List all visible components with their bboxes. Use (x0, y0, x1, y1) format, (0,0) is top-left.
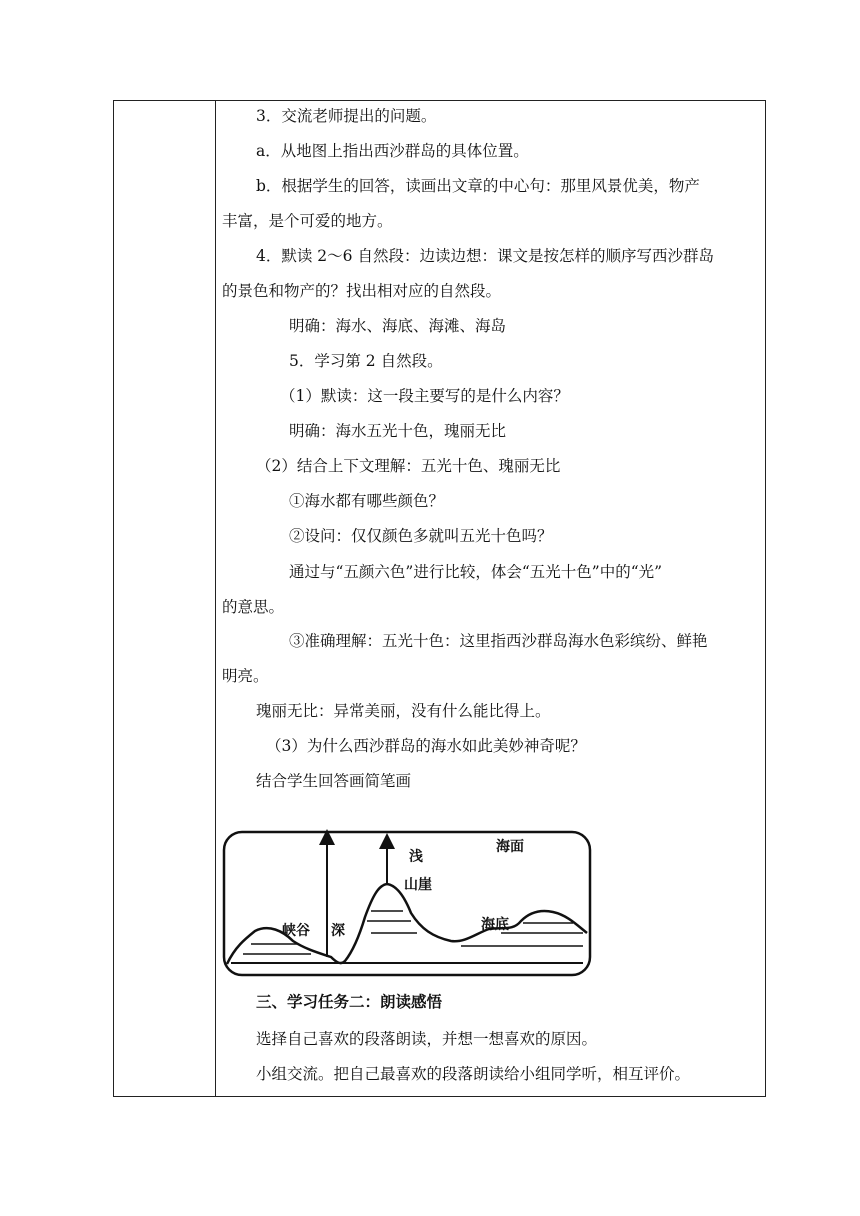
text-line: 小组交流。把自己最喜欢的段落朗读给小组同学听，相互评价。 (256, 1065, 691, 1083)
text-line: （3）为什么西沙群岛的海水如此美妙神奇呢？ (266, 737, 586, 755)
text-line: 瑰丽无比：异常美丽，没有什么能比得上。 (256, 702, 551, 720)
seabed-sketch (221, 829, 593, 978)
text-line: （2）结合上下文理解：五光十色、瑰丽无比 (256, 457, 561, 475)
label-canyon: 峡谷 (282, 923, 310, 939)
text-line: ②设问：仅仅颜色多就叫五光十色吗？ (289, 527, 553, 545)
text-line: ①海水都有哪些颜色？ (289, 492, 445, 510)
section-title: 三、学习任务二：朗读感悟 (256, 993, 443, 1011)
text-line: 丰富，是个可爱的地方。 (222, 212, 393, 230)
label-shallow: 浅 (409, 849, 423, 865)
text-line: 明确：海水、海底、海滩、海岛 (289, 317, 507, 335)
text-line: 的意思。 (222, 598, 285, 616)
text-line: a．从地图上指出西沙群岛的具体位置。 (256, 142, 529, 160)
text-line: 明亮。 (222, 667, 269, 685)
label-deep: 深 (331, 923, 345, 939)
text-line: 结合学生回答画简笔画 (256, 772, 412, 790)
text-line: 选择自己喜欢的段落朗读，并想一想喜欢的原因。 (256, 1030, 598, 1048)
seabed-outline (227, 884, 587, 964)
text-line: 5．学习第 2 自然段。 (289, 352, 443, 370)
column-divider (215, 101, 216, 1096)
text-line: 的景色和物产的？找出相对应的自然段。 (222, 282, 502, 300)
label-sea-surface: 海面 (496, 839, 524, 855)
text-line: 通过与“五颜六色”进行比较，体会“五光十色”中的“光” (289, 563, 663, 581)
label-cliff: 山崖 (404, 877, 432, 893)
text-line: （1）默读：这一段主要写的是什么内容？ (280, 387, 569, 405)
text-line: b．根据学生的回答，读画出文章的中心句：那里风景优美，物产 (256, 177, 700, 195)
text-line: ③准确理解：五光十色：这里指西沙群岛海水色彩缤纷、鲜艳 (289, 632, 708, 650)
text-line: 3．交流老师提出的问题。 (256, 107, 437, 125)
text-line: 4．默读 2～6 自然段：边读边想：课文是按怎样的顺序写西沙群岛 (256, 247, 714, 265)
text-line: 明确：海水五光十色，瑰丽无比 (289, 422, 507, 440)
label-seabed: 海底 (481, 917, 509, 933)
